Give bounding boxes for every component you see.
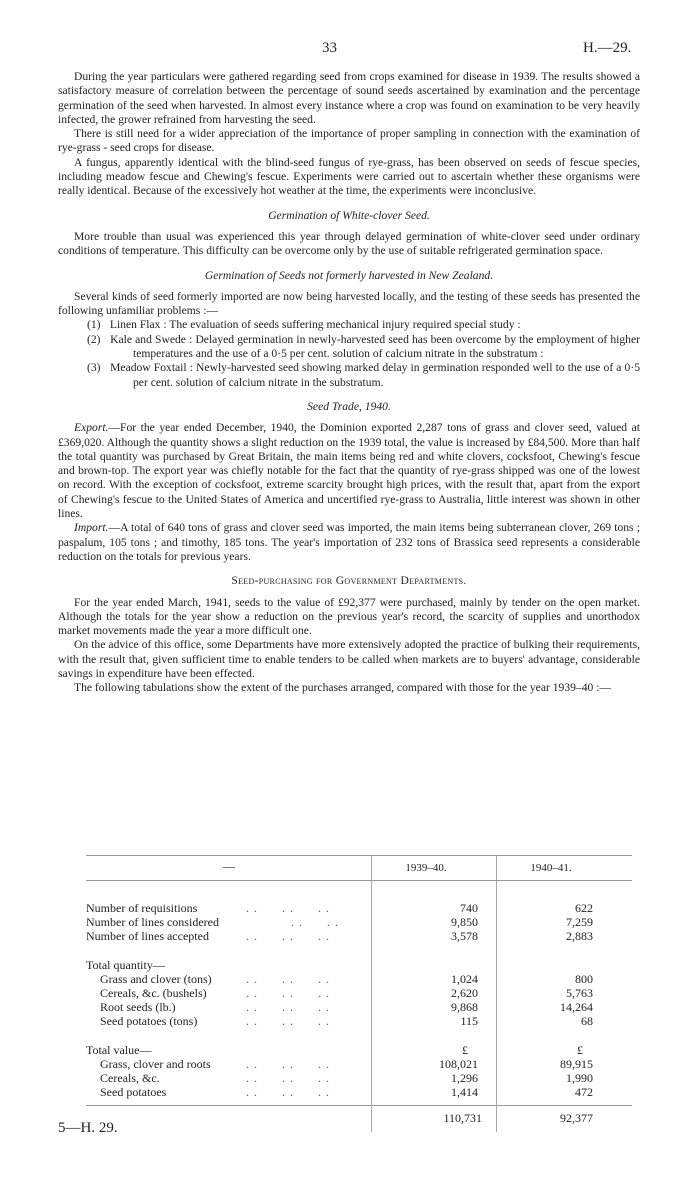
paragraph: There is still need for a wider appreciation of the importance of proper sampling in connection with the examination of rye-grass - seed crops for disease. bbox=[58, 127, 640, 155]
table-header bbox=[86, 855, 632, 881]
section-heading-purchasing: Seed-purchasing for Government Departments. bbox=[231, 574, 467, 588]
value-1939: 1,296 bbox=[451, 1070, 478, 1085]
list-text: Kale and Swede : Delayed germination in newly-harvested seed has been overcome by the employment of higher temperatures and the use of a 0·5 per cent. solution of calcium nitrate in the substratum : bbox=[110, 332, 640, 361]
value-1939: 2,620 bbox=[451, 985, 478, 1000]
paragraph: More trouble than usual was experienced this year through delayed germination of white-clover seed under ordinary conditions of temperature. This difficulty can be overcome only by the use of suitable refrigerated germination space. bbox=[58, 229, 640, 258]
column-header-1939: 1939–40. bbox=[405, 862, 447, 874]
list-text: Linen Flax : The evaluation of seeds suffering mechanical injury required special study : bbox=[109, 318, 521, 332]
blank-header: — bbox=[223, 859, 235, 873]
page-number: 33 bbox=[322, 40, 337, 56]
total-1940: 92,377 bbox=[560, 1111, 593, 1126]
paragraph: For the year ended March, 1941, seeds to the value of £92,377 were purchased, mainly by tender on the open market. Although the totals for the year show a reduction on the previous year's record, the scarcity of supplies and unorthodox market movements made the year a more difficult one. bbox=[58, 595, 640, 638]
value-1939: 3,578 bbox=[451, 929, 478, 944]
column-header-1940: 1940–41. bbox=[530, 862, 572, 874]
table-row: Number of lines accepted . . . . . . 3,578 2,883 bbox=[86, 929, 593, 944]
currency-1940: £ bbox=[577, 1042, 583, 1057]
value-1940: 472 bbox=[575, 1085, 593, 1100]
list-number: (1) bbox=[87, 318, 101, 332]
value-1940: 5,763 bbox=[566, 985, 593, 1000]
paragraph: On the advice of this office, some Departments have more extensively adopted the practice of bulking their requirements, with the result that, given sufficient time to enable tenders to be called when markets are to buyers' advantage, considerable savings in expenditure have been effected. bbox=[58, 638, 640, 680]
section-heading-white-clover: Germination of White-clover Seed. bbox=[268, 208, 430, 222]
group-label: Total quantity— bbox=[86, 957, 165, 972]
page-footer-signature: 5—H. 29. bbox=[58, 1120, 118, 1136]
value-1939: 740 bbox=[460, 901, 478, 915]
row-label: Grass, clover and roots bbox=[100, 1056, 211, 1071]
group-label: Total value— bbox=[86, 1042, 152, 1057]
row-label: Seed potatoes (tons) bbox=[100, 1014, 198, 1029]
paragraph: The following tabulations show the extent of the purchases arranged, compared with those for the year 1939–40 :— bbox=[74, 681, 612, 695]
value-1940: 622 bbox=[575, 901, 593, 915]
import-lead: Import. bbox=[74, 521, 109, 535]
table-total-row bbox=[86, 1105, 632, 1128]
value-1939: 115 bbox=[460, 1014, 478, 1029]
row-label: Cereals, &c. (bushels) bbox=[100, 985, 207, 1000]
currency-1939: £ bbox=[462, 1042, 468, 1057]
row-label: Seed potatoes bbox=[100, 1085, 167, 1100]
value-1940: 7,259 bbox=[566, 915, 593, 930]
table-group-label bbox=[86, 958, 632, 972]
value-1940: 14,264 bbox=[560, 1000, 593, 1015]
value-1939: 9,868 bbox=[451, 1000, 478, 1015]
table-row: Cereals, &c. (bushels) . . . . . . 2,620 5,763 bbox=[100, 985, 593, 1000]
paragraph-export bbox=[58, 421, 640, 521]
purchases-table bbox=[86, 855, 632, 1128]
body-text bbox=[58, 70, 640, 696]
paragraph: A fungus, apparently identical with the blind-seed fungus of rye-grass, has been observed on seeds of fescue species, including meadow fescue and Chewing's fescue. Experiments were carried out to ascertain whether these organisms were really identical. Because of the excessively hot weather at the time, the experiments were inconclusive. bbox=[58, 155, 640, 198]
row-label: Root seeds (lb.) bbox=[100, 1000, 176, 1015]
table-row: Grass, clover and roots . . . . . . 108,021 89,915 bbox=[100, 1056, 593, 1071]
row-label: Grass and clover (tons) bbox=[100, 971, 212, 986]
list-item bbox=[87, 361, 640, 390]
row-label: Number of requisitions bbox=[86, 901, 198, 915]
value-1940: 800 bbox=[575, 971, 593, 986]
row-label: Number of lines considered bbox=[86, 915, 219, 930]
list-number: (3) bbox=[87, 361, 101, 375]
table-row: Cereals, &c. . . . . . . 1,296 1,990 bbox=[100, 1070, 593, 1085]
value-1939: 108,021 bbox=[439, 1056, 478, 1071]
list-item bbox=[87, 318, 640, 332]
section-heading-seed-trade: Seed Trade, 1940. bbox=[307, 399, 391, 413]
list-text: Meadow Foxtail : Newly-harvested seed showing marked delay in germination responded well to the use of a 0·5 per cent. solution of calcium nitrate in the substratum. bbox=[110, 361, 640, 389]
section-heading-new-seeds: Germination of Seeds not formerly harvested in New Zealand. bbox=[204, 268, 494, 282]
table-group-label bbox=[86, 1043, 632, 1057]
value-1939: 1,414 bbox=[451, 1085, 478, 1100]
paragraph: Several kinds of seed formerly imported are now being harvested locally, and the testing of these seeds has presented the following unfamiliar problems :— bbox=[58, 289, 640, 318]
row-label: Number of lines accepted bbox=[86, 929, 209, 944]
table-row: Number of requisitions . . . . . . 740 622 bbox=[86, 901, 593, 915]
value-1940: 68 bbox=[581, 1014, 593, 1029]
table-row: Seed potatoes (tons) . . . . . . 115 68 bbox=[100, 1014, 593, 1029]
table-row: Number of lines considered . . . . 9,850 7,259 bbox=[86, 915, 593, 930]
list-item bbox=[87, 333, 640, 362]
import-text: —A total of 640 tons of grass and clover seed was imported, the main items being subterranean clover, 269 tons ; paspalum, 105 tons ; and timothy, 185 tons. The year's importation of 232 tons of Brassica seed represents a considerable reduction on the totals for previous years. bbox=[58, 521, 640, 563]
table-row: Seed potatoes . . . . . . 1,414 472 bbox=[100, 1085, 593, 1100]
export-text: —For the year ended December, 1940, the Dominion exported 2,287 tons of grass and clover seed, valued at £369,020. Although the quantity shows a slight reduction on the 1939 total, the value is increased by £84,500. More than half the total quantity was purchased by Great Britain, the main items being red and white clovers, cocksfoot, Chewing's fescue and brown-top. The export year was chiefly notable for the fact that the quantity of rye-grass shipped was one of the lowest on record. With the exception of cocksfoot, extreme scarcity brought high prices, with the result that, apart from the export of Chewing's fescue to the United States of America and uncertified rye-grass to Australia, little interest was shown in other lines. bbox=[58, 421, 640, 521]
table-row: Grass and clover (tons) . . . . . . 1,024 800 bbox=[100, 971, 593, 986]
row-label: Cereals, &c. bbox=[100, 1070, 160, 1085]
total-1939: 110,731 bbox=[443, 1111, 482, 1126]
value-1940: 2,883 bbox=[566, 929, 593, 944]
value-1940: 89,915 bbox=[560, 1056, 593, 1071]
value-1939: 1,024 bbox=[451, 971, 478, 986]
list-number: (2) bbox=[87, 332, 101, 346]
table-row: Root seeds (lb.) . . . . . . 9,868 14,264 bbox=[100, 1000, 593, 1015]
export-lead: Export. bbox=[74, 421, 109, 435]
document-reference: H.—29. bbox=[583, 40, 632, 56]
value-1939: 9,850 bbox=[451, 915, 478, 930]
value-1940: 1,990 bbox=[566, 1070, 593, 1085]
problems-list bbox=[87, 318, 640, 389]
paragraph-import bbox=[58, 521, 640, 564]
paragraph: During the year particulars were gathered regarding seed from crops examined for disease in 1939. The results showed a satisfactory measure of correlation between the percentage of sound seeds ascertained by examination and the percentage germination of the seed when harvested. In almost every instance where a crop was found on examination to be very heavily infected, the grower refrained from harvesting the seed. bbox=[58, 70, 640, 126]
